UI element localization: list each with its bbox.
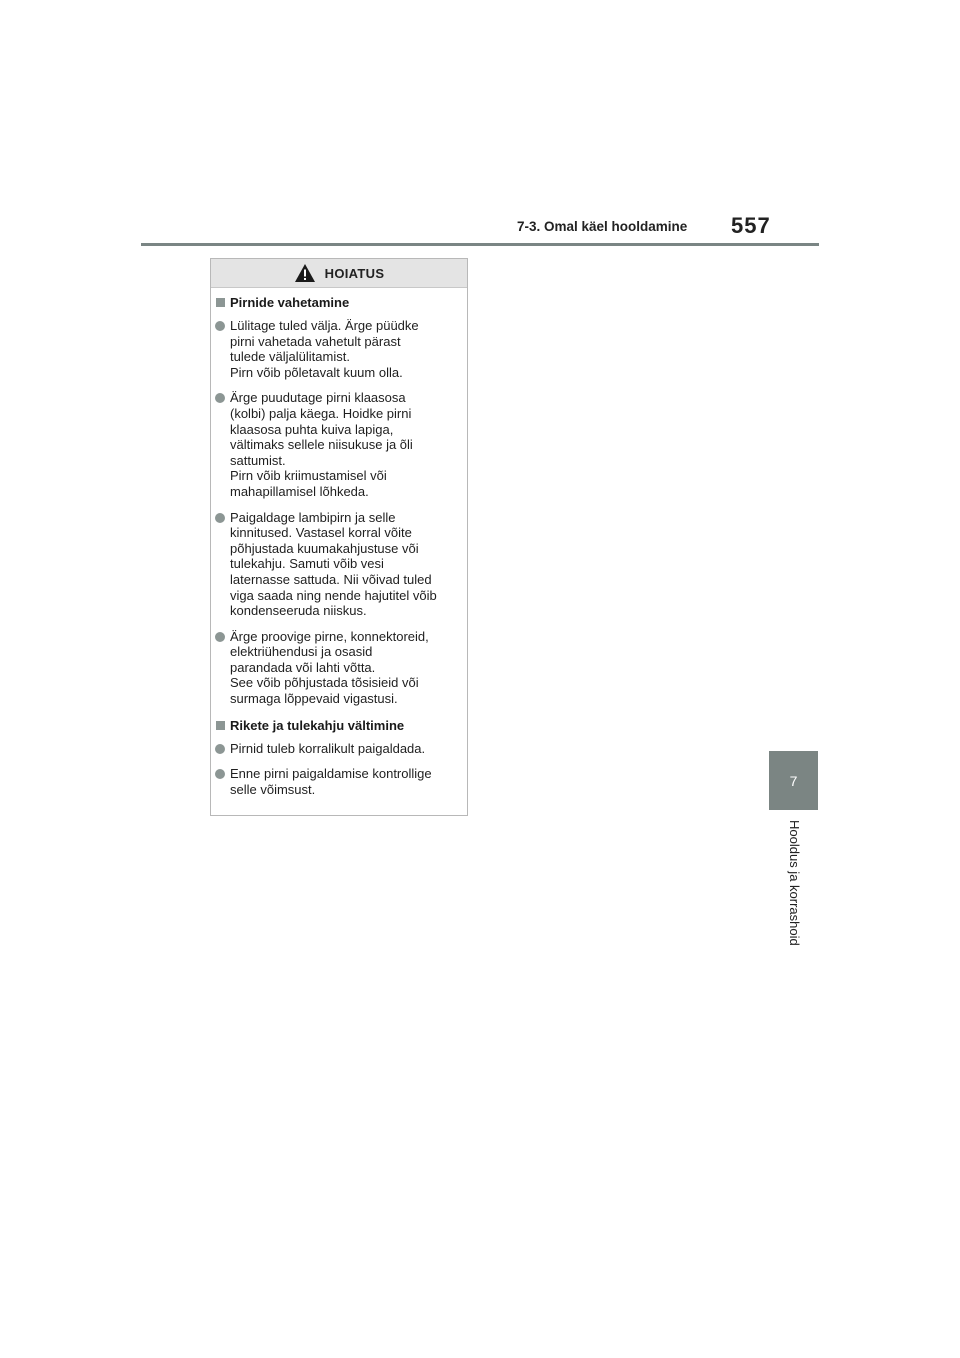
item-text: Ärge proovige pirne, konnektoreid, elektriühendusi ja osasid parandada või lahti võtta. See võib põhjustada tõsisieid või surmaga lõppevaid vigastusi. bbox=[230, 628, 429, 707]
list-item bbox=[215, 510, 459, 619]
heading-text: Pirnide vahetamine bbox=[230, 295, 350, 310]
list-item bbox=[215, 629, 459, 707]
chapter-number: 7 bbox=[789, 772, 798, 789]
warning-triangle-icon bbox=[294, 263, 316, 283]
item-text: Lülitage tuled välja. Ärge püüdke pirni vahetada vahetult pärast tulede väljalülitamist. Pirn võib põletavalt kuum olla. bbox=[230, 318, 419, 380]
chapter-title: Hooldus ja korrashoid bbox=[787, 820, 802, 946]
circle-bullet-icon bbox=[215, 393, 225, 403]
list-item bbox=[215, 318, 459, 380]
warning-body bbox=[211, 288, 467, 797]
warning-title: HOIATUS bbox=[324, 265, 385, 281]
circle-bullet-icon bbox=[215, 744, 225, 754]
circle-bullet-icon bbox=[215, 321, 225, 331]
item-text: Pirnid tuleb korralikult paigaldada. bbox=[230, 740, 426, 756]
section-heading bbox=[215, 294, 459, 311]
square-bullet-icon bbox=[216, 298, 225, 307]
header-divider bbox=[141, 243, 819, 246]
item-text: Enne pirni paigaldamise kontrollige selle võimsust. bbox=[230, 766, 432, 797]
circle-bullet-icon bbox=[215, 513, 225, 523]
square-bullet-icon bbox=[216, 721, 225, 730]
list-item bbox=[215, 766, 459, 797]
circle-bullet-icon bbox=[215, 632, 225, 642]
item-text: Paigaldage lambipirn ja selle kinnitused. Vastasel korral võite põhjustada kuumakahjustuse või tulekahju. Samuti võib vesi laternasse sattuda. Nii võivad tuled viga saada ning nende hajutitel võib kondenseeruda niiskus. bbox=[230, 509, 437, 619]
list-item bbox=[215, 390, 459, 499]
circle-bullet-icon bbox=[215, 769, 225, 779]
warning-header bbox=[211, 259, 467, 288]
chapter-tab bbox=[769, 751, 818, 810]
list-item bbox=[215, 741, 459, 757]
page-number: 557 bbox=[731, 213, 771, 238]
section-heading bbox=[215, 717, 459, 734]
section-title: 7-3. Omal käel hooldamine bbox=[517, 219, 688, 234]
item-text: Ärge puudutage pirni klaasosa (kolbi) palja käega. Hoidke pirni klaasosa puhta kuiva lapiga, vältimaks sellele niisukuse ja õli sattumist. Pirn võib kriimustamisel või mahapillamisel lõhkeda. bbox=[230, 390, 413, 499]
warning-box bbox=[210, 258, 468, 816]
heading-text: Rikete ja tulekahju vältimine bbox=[230, 717, 405, 733]
